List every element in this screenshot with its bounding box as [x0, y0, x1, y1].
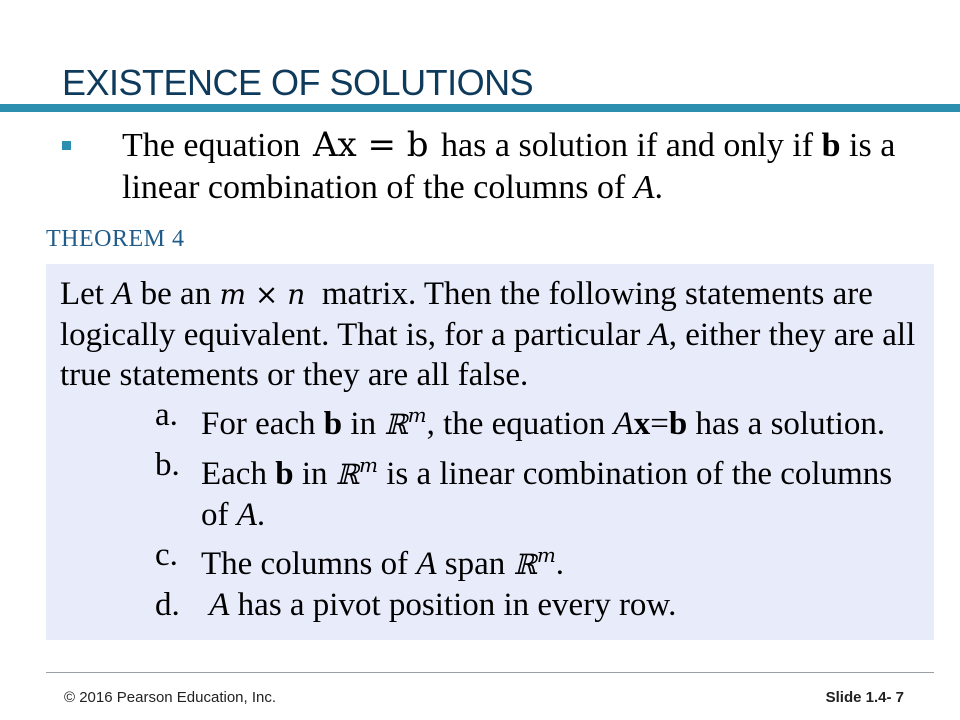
stmt-text: in — [350, 406, 377, 442]
statement-b — [155, 445, 920, 535]
stmt-bold-b-2: b — [668, 406, 688, 442]
intro-matrix-a-2: A — [648, 317, 669, 353]
stmt-text: has a solution. — [695, 406, 886, 442]
statement-a — [155, 395, 920, 445]
slide-number: Slide 1.4- 7 — [825, 689, 904, 706]
statement-letter: d. — [155, 587, 180, 623]
stmt-period: . — [555, 546, 565, 582]
stmt-text: For each — [201, 406, 316, 442]
statement-body — [201, 445, 920, 535]
theorem-label: THEOREM 4 — [46, 226, 185, 252]
stmt-text: Each — [201, 456, 267, 492]
bullet-bold-b: b — [821, 127, 841, 164]
stmt-text: , the equation — [426, 406, 606, 442]
bullet-line2-period: . — [654, 169, 664, 206]
slide-title: EXISTENCE OF SOLUTIONS — [62, 62, 534, 103]
stmt-matrix-a: A — [613, 406, 634, 442]
copyright-notice: © 2016 Pearson Education, Inc. — [64, 689, 277, 706]
superscript-m: m — [359, 453, 378, 477]
real-numbers-symbol: ℝ — [335, 458, 360, 491]
real-numbers-symbol: ℝ — [513, 548, 537, 581]
stmt-text: in — [301, 456, 328, 492]
statement-d — [155, 585, 920, 625]
stmt-bold-b: b — [275, 456, 294, 492]
bullet-text-before: The equation — [122, 127, 301, 164]
square-bullet-icon — [62, 141, 71, 150]
statement-c — [155, 535, 920, 585]
statement-body — [201, 585, 920, 625]
statement-letter: b. — [155, 447, 180, 483]
stmt-text: is a linear combination of the columns of — [201, 456, 893, 533]
statement-body — [201, 535, 920, 585]
bullet-statement — [122, 124, 922, 209]
stmt-text: has a pivot position in every row. — [237, 587, 677, 623]
theorem-intro — [60, 274, 920, 395]
stmt-bold-b: b — [323, 406, 343, 442]
stmt-period: . — [256, 497, 266, 533]
equation-ax-b: Ax = b — [312, 125, 429, 165]
title-underline — [0, 104, 960, 112]
intro-text-2: be an — [140, 276, 212, 312]
stmt-text: The columns of — [201, 546, 409, 582]
stmt-matrix-a: A — [209, 587, 230, 623]
intro-dims: m × n — [219, 278, 306, 311]
bullet-line2: is a linear combination of the columns of — [122, 127, 896, 206]
statement-letter: a. — [155, 397, 178, 433]
bullet-line2-matrix: A — [633, 169, 655, 206]
theorem-box — [46, 264, 934, 640]
real-numbers-symbol: ℝ — [384, 408, 408, 441]
stmt-text: span — [444, 546, 506, 582]
intro-text-3: matrix. Then the following statements are logically equivalent. That is, for a particular — [60, 276, 873, 353]
intro-matrix-a: A — [112, 276, 133, 312]
intro-text-1: Let — [60, 276, 104, 312]
stmt-bold-x: x — [633, 406, 651, 442]
stmt-matrix-a: A — [416, 546, 437, 582]
superscript-m: m — [407, 403, 427, 427]
statement-letter: c. — [155, 537, 178, 573]
statement-body — [201, 395, 920, 445]
stmt-matrix-a: A — [236, 497, 257, 533]
stmt-equals: = — [650, 406, 669, 442]
superscript-m: m — [536, 543, 556, 567]
footer-divider — [46, 672, 934, 673]
bullet-text-after: has a solution if and only if — [441, 127, 814, 164]
intro-text-4: , either they are all true statements or they are all false. — [60, 317, 916, 393]
